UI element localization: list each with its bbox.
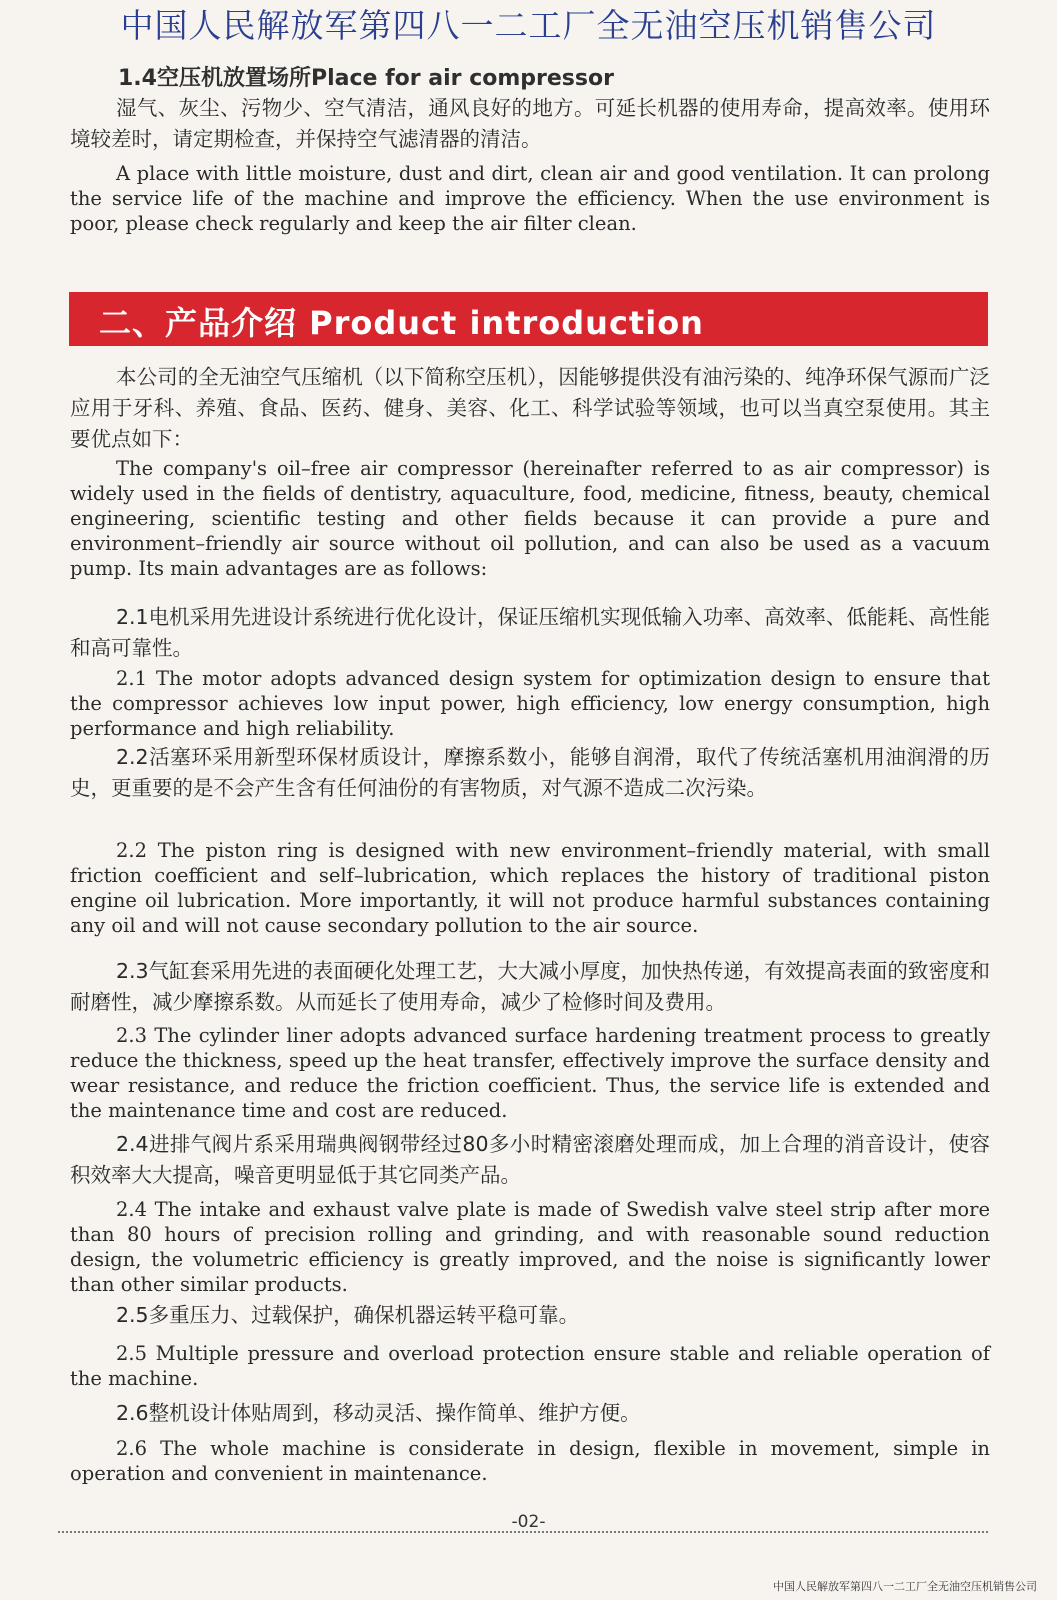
section-1-4-zh-paragraph: 湿气、灰尘、污物少、空气清洁，通风良好的地方。可延长机器的使用寿命，提高效率。使用环境较差时，请定期检查，并保持空气滤清器的清洁。 bbox=[70, 96, 990, 151]
item-2-3-zh: 2.3气缸套采用先进的表面硬化处理工艺，大大减小厚度，加快热传递，有效提高表面的致密度和耐磨性，减少摩擦系数。从而延长了使用寿命，减少了检修时间及费用。 bbox=[70, 959, 990, 1014]
item-2-5-en: 2.5 Multiple pressure and overload protection ensure stable and reliable operation of the machine. bbox=[70, 1342, 990, 1390]
item-2-6-zh: 2.6整机设计体贴周到，移动灵活、操作简单、维护方便。 bbox=[116, 1401, 641, 1425]
section-2-banner bbox=[69, 292, 988, 346]
section-2-heading: 二、产品介绍 Product introduction bbox=[99, 304, 704, 342]
item-2-1-zh: 2.1电机采用先进设计系统进行优化设计，保证压缩机实现低输入功率、高效率、低能耗、高性能和高可靠性。 bbox=[70, 605, 990, 660]
intro-en-paragraph: The company's oil–free air compressor (hereinafter referred to as air compressor) is widely used in the fields of dentistry, aquaculture, food, medicine, fitness, beauty, chemical engineering, scientific testing and other fields because it can provide a pure and environment–friendly air source without oil pollution, and can also be used as a vacuum pump. Its main advantages are as follows: bbox=[70, 457, 990, 580]
item-2-3-en: 2.3 The cylinder liner adopts advanced surface hardening treatment process to greatly reduce the thickness, speed up the heat transfer, effectively improve the surface density and wear resistance, and reduce the friction coefficient. Thus, the service life is extended and the maintenance time and cost are reduced. bbox=[70, 1024, 990, 1122]
footer-company: 中国人民解放军第四八一二工厂全无油空压机销售公司 bbox=[773, 1580, 1037, 1593]
dotted-divider bbox=[58, 1531, 988, 1533]
item-2-2-zh: 2.2活塞环采用新型环保材质设计，摩擦系数小，能够自润滑，取代了传统活塞机用油润滑的历史，更重要的是不会产生含有任何油份的有害物质，对气源不造成二次污染。 bbox=[70, 745, 990, 800]
page-number: -02- bbox=[511, 1512, 546, 1532]
intro-zh-paragraph: 本公司的全无油空气压缩机（以下简称空压机），因能够提供没有油污染的、纯净环保气源而广泛应用于牙科、养殖、食品、医药、健身、美容、化工、科学试验等领域，也可以当真空泵使用。其主要优点如下： bbox=[70, 365, 990, 451]
item-2-6-en: 2.6 The whole machine is considerate in design, flexible in movement, simple in operation and convenient in maintenance. bbox=[70, 1437, 990, 1485]
item-2-4-zh: 2.4进排气阀片系采用瑞典阀钢带经过80多小时精密滚磨处理而成，加上合理的消音设计，使容积效率大大提高，噪音更明显低于其它同类产品。 bbox=[70, 1132, 990, 1187]
item-2-1-en: 2.1 The motor adopts advanced design system for optimization design to ensure that the compressor achieves low input power, high efficiency, low energy consumption, high performance and high reliability. bbox=[70, 667, 990, 740]
item-2-4-en: 2.4 The intake and exhaust valve plate is made of Swedish valve steel strip after more than 80 hours of precision rolling and grinding, and with reasonable sound reduction design, the volumetric efficiency is greatly improved, and the noise is significantly lower than other similar products. bbox=[70, 1198, 990, 1296]
item-2-5-zh: 2.5多重压力、过载保护，确保机器运转平稳可靠。 bbox=[116, 1303, 580, 1327]
item-2-2-en: 2.2 The piston ring is designed with new environment–friendly material, with small friction coefficient and self–lubrication, which replaces the history of traditional piston engine oil lubrication. More importantly, it will not produce harmful substances containing any oil and will not cause secondary pollution to the air source. bbox=[70, 839, 990, 937]
section-1-4-en-paragraph: A place with little moisture, dust and dirt, clean air and good ventilation. It can prolong the service life of the machine and improve the efficiency. When the use environment is poor, please check regularly and keep the air filter clean. bbox=[70, 162, 990, 235]
section-1-4-heading: 1.4空压机放置场所Place for air compressor bbox=[118, 66, 614, 91]
company-header: 中国人民解放军第四八一二工厂全无油空压机销售公司 bbox=[120, 6, 937, 45]
